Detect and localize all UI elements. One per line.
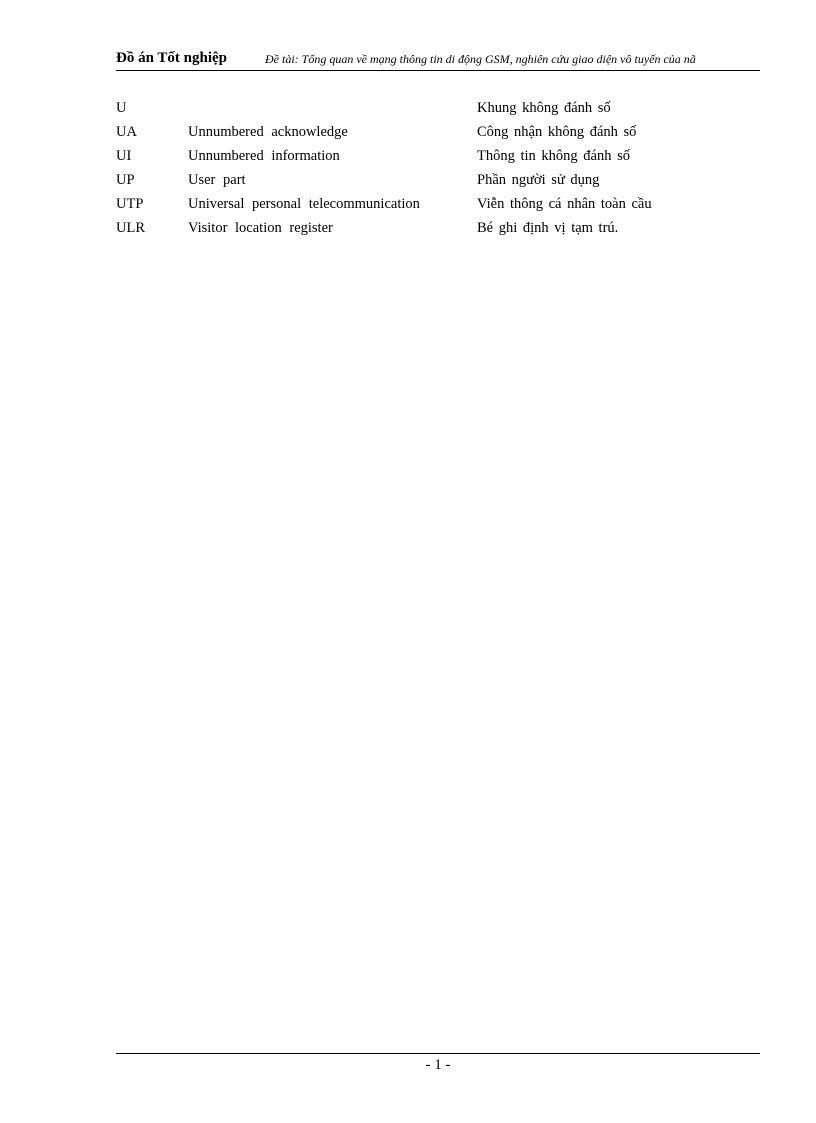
abbreviation-row <box>116 122 760 146</box>
abbreviation-code: UP <box>116 172 135 188</box>
abbreviation-vietnamese: Bé ghi định vị tạm trú. <box>477 220 619 236</box>
header-left-title: Đồ án Tốt nghiệp <box>116 50 228 66</box>
footer-divider <box>116 1053 760 1054</box>
abbreviation-row <box>116 194 760 218</box>
abbreviation-vietnamese: Viễn thông cá nhân toàn cầu <box>477 196 652 212</box>
abbreviation-code: UA <box>116 124 137 140</box>
abbreviation-code: UI <box>116 148 132 164</box>
abbreviation-vietnamese: Phần người sử dụng <box>477 172 600 188</box>
abbreviation-vietnamese: Khung không đánh số <box>477 100 611 116</box>
abbreviation-english: Unnumbered acknowledge <box>188 124 348 140</box>
abbreviation-vietnamese: Thông tin không đánh số <box>477 148 630 164</box>
abbreviation-english: Visitor location register <box>188 220 333 236</box>
abbreviation-vietnamese: Công nhận không đánh số <box>477 124 637 140</box>
page-header <box>116 50 760 71</box>
abbreviation-code: UTP <box>116 196 144 212</box>
header-right-title: Đề tài: Tổng quan về mạng thông tin di động GSM, nghiên cứu giao diện vô tuyến của nã <box>265 52 696 66</box>
abbreviation-row <box>116 98 760 122</box>
abbreviation-row <box>116 170 760 194</box>
abbreviation-english: Universal personal telecommunication <box>188 196 420 212</box>
abbreviation-english: Unnumbered information <box>188 148 340 164</box>
page-number: - 1 - <box>425 1057 451 1073</box>
abbreviation-english: User part <box>188 172 246 188</box>
abbreviation-code: U <box>116 100 127 116</box>
abbreviation-row <box>116 218 760 242</box>
abbreviation-row <box>116 146 760 170</box>
abbreviation-code: ULR <box>116 220 145 236</box>
abbreviation-table <box>116 98 760 242</box>
